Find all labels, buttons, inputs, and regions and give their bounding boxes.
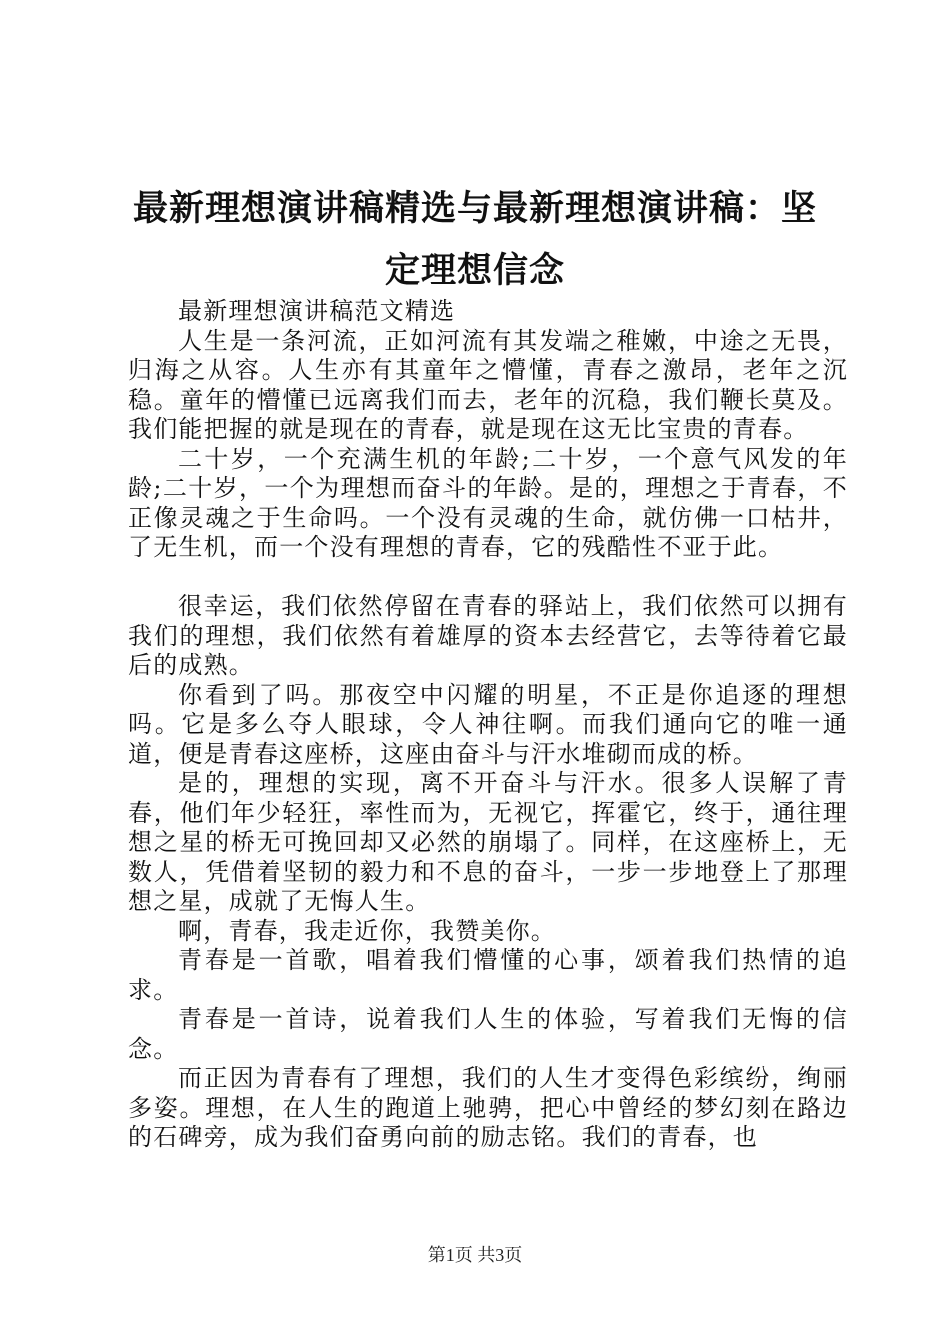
body-paragraph: 是的，理想的实现，离不开奋斗与汗水。很多人误解了青春，他们年少轻狂，率性而为，无视它，挥霍它，终于，通往理想之星的桥无可挽回却又必然的崩塌了。同样，在这座桥上，无数人，凭借着坚韧的毅力和不息的奋斗，一步一步地登上了那理想之星，成就了无悔人生。 [128, 769, 848, 915]
body-paragraph: 很幸运，我们依然停留在青春的驿站上，我们依然可以拥有我们的理想，我们依然有着雄厚的资本去经营它，去等待着它最后的成熟。 [128, 592, 848, 679]
subtitle-paragraph: 最新理想演讲稿范文精选 [178, 297, 456, 325]
body-paragraph: 二十岁，一个充满生机的年龄;二十岁，一个意气风发的年龄;二十岁，一个为理想而奋斗的年龄。是的，理想之于青春，不正像灵魂之于生命吗。一个没有灵魂的生命，就仿佛一口枯井，了无生机，而一个没有理想的青春，它的残酷性不亚于此。 [128, 444, 848, 561]
body-paragraph: 而正因为青春有了理想，我们的人生才变得色彩缤纷，绚丽多姿。理想，在人生的跑道上驰骋，把心中曾经的梦幻刻在路边的石碑旁，成为我们奋勇向前的励志铭。我们的青春，也 [128, 1064, 848, 1151]
body-paragraph: 你看到了吗。那夜空中闪耀的明星，不正是你追逐的理想吗。它是多么夺人眼球，令人神往啊。而我们通向它的唯一通道，便是青春这座桥，这座由奋斗与汗水堆砌而成的桥。 [128, 680, 848, 768]
body-paragraph: 啊，青春，我走近你，我赞美你。 [178, 916, 556, 945]
body-paragraph: 人生是一条河流，正如河流有其发端之稚嫩，中途之无畏，归海之从容。人生亦有其童年之懵懂，青春之激昂，老年之沉稳。童年的懵懂已远离我们而去，老年的沉稳，我们鞭长莫及。我们能把握的就是现在的青春，就是现在这无比宝贵的青春。 [128, 326, 848, 443]
body-paragraph: 青春是一首歌，唱着我们懵懂的心事，颂着我们热情的追求。 [128, 946, 848, 1004]
page-number-footer: 第1页 共3页 [427, 1245, 523, 1265]
body-paragraph: 青春是一首诗，说着我们人生的体验，写着我们无悔的信念。 [128, 1005, 848, 1063]
document-body [128, 297, 848, 1153]
document-title: 最新理想演讲稿精选与最新理想演讲稿：坚定理想信念 [132, 188, 817, 291]
